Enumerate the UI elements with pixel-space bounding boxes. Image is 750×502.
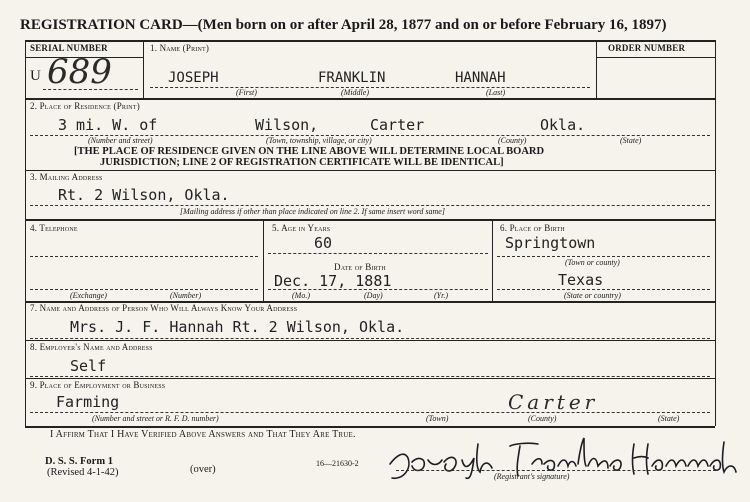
telephone-line — [30, 256, 258, 257]
divider — [25, 219, 715, 221]
affirmation-text: I Affirm That I Have Verified Above Answers and That They Are True. — [50, 429, 356, 440]
divider — [263, 219, 264, 301]
state-caption: (State) — [620, 136, 642, 145]
card-title: REGISTRATION CARD—(Men born on or after April 28, 1877 and on or before February 16, 1897) — [20, 17, 667, 33]
divider — [25, 170, 715, 171]
signature-line — [396, 470, 716, 471]
county-caption: (County) — [498, 136, 527, 145]
employment-street-caption: (Number and street or R. F. D. number) — [92, 414, 219, 423]
employer-value: Self — [70, 357, 107, 375]
over-note: (over) — [190, 464, 216, 475]
print-code: 16—21630-2 — [316, 459, 359, 468]
signature-caption: (Registrant's signature) — [494, 472, 570, 481]
serial-prefix: U — [30, 68, 41, 84]
residence-note-line1: [THE PLACE OF RESIDENCE GIVEN ON THE LINE ABOVE WILL DETERMINE LOCAL BOARD — [74, 146, 545, 157]
employment-state-caption: (State) — [658, 414, 680, 423]
divider — [143, 40, 144, 98]
date-of-birth-label: Date of Birth — [334, 262, 386, 272]
serial-line — [43, 89, 138, 90]
number-caption: (Number) — [170, 291, 202, 300]
frame-right — [715, 40, 716, 426]
form-revision: (Revised 4-1-42) — [47, 467, 119, 478]
residence-street-value: 3 mi. W. of — [58, 116, 158, 134]
birth-state-value: Texas — [558, 271, 604, 289]
divider — [596, 57, 715, 58]
employer-label: 8. Employer's Name and Address — [30, 342, 153, 352]
month-caption: (Mo.) — [292, 291, 310, 300]
divider — [25, 340, 715, 341]
year-caption: (Yr.) — [434, 291, 449, 300]
middle-name-value: FRANKLIN — [318, 70, 386, 86]
age-label: 5. Age in Years — [272, 223, 331, 233]
residence-note-line2: JURISDICTION; LINE 2 OF REGISTRATION CERTIFICATE WILL BE IDENTICAL] — [100, 157, 504, 168]
employment-place-value: Farming — [56, 393, 120, 411]
divider — [25, 426, 715, 428]
first-caption: (First) — [236, 88, 257, 97]
employment-county-value: Carter — [508, 390, 599, 414]
employment-line — [30, 412, 710, 413]
state-country-line — [497, 289, 710, 290]
middle-caption: (Middle) — [341, 88, 369, 97]
town-caption: (Town, township, village, or city) — [266, 136, 372, 145]
name-label: 1. Name (Print) — [150, 43, 210, 53]
residence-state-value: Okla. — [540, 116, 586, 134]
street-caption: (Number and street) — [88, 136, 153, 145]
birthplace-label: 6. Place of Birth — [500, 223, 565, 233]
divider — [25, 98, 715, 100]
contact-person-value: Mrs. J. F. Hannah Rt. 2 Wilson, Okla. — [70, 318, 405, 336]
residence-label: 2. Place of Residence (Print) — [30, 101, 140, 111]
employment-town-caption: (Town) — [426, 414, 449, 423]
divider — [596, 40, 597, 98]
day-caption: (Day) — [364, 291, 383, 300]
birth-date-value: Dec. 17, 1881 — [274, 272, 392, 290]
employment-county-caption: (County) — [528, 414, 557, 423]
telephone-line-2 — [30, 289, 258, 290]
residence-county-value: Carter — [370, 116, 425, 134]
order-number-label: ORDER NUMBER — [608, 43, 686, 53]
divider — [25, 378, 715, 379]
employment-place-label: 9. Place of Employment or Business — [30, 380, 166, 390]
name-line — [150, 87, 590, 88]
birthplace-line — [497, 256, 710, 257]
dob-line — [268, 289, 488, 290]
frame-top — [25, 40, 715, 42]
age-line — [268, 253, 488, 254]
employer-line — [30, 376, 710, 377]
first-name-value: JOSEPH — [168, 70, 219, 86]
mailing-line — [30, 205, 710, 206]
telephone-label: 4. Telephone — [30, 223, 78, 233]
serial-number-value: 689 — [47, 52, 112, 92]
exchange-caption: (Exchange) — [70, 291, 107, 300]
age-value: 60 — [314, 234, 333, 252]
birthplace-town-value: Springtown — [505, 234, 596, 252]
state-country-caption: (State or country) — [564, 291, 621, 300]
town-county-caption: (Town or county) — [565, 258, 620, 267]
mailing-address-label: 3. Mailing Address — [30, 172, 103, 182]
last-name-value: HANNAH — [455, 70, 506, 86]
serial-number-label: SERIAL NUMBER — [30, 43, 108, 53]
last-caption: (Last) — [486, 88, 506, 97]
form-number: D. S. S. Form 1 — [45, 456, 113, 467]
residence-town-value: Wilson, — [255, 116, 319, 134]
contact-line — [30, 338, 710, 339]
mailing-address-value: Rt. 2 Wilson, Okla. — [58, 186, 230, 204]
divider — [492, 219, 493, 301]
mailing-caption: [Mailing address if other than place indicated on line 2. If same insert word same] — [180, 207, 445, 216]
contact-person-label: 7. Name and Address of Person Who Will Always Know Your Address — [30, 303, 298, 313]
